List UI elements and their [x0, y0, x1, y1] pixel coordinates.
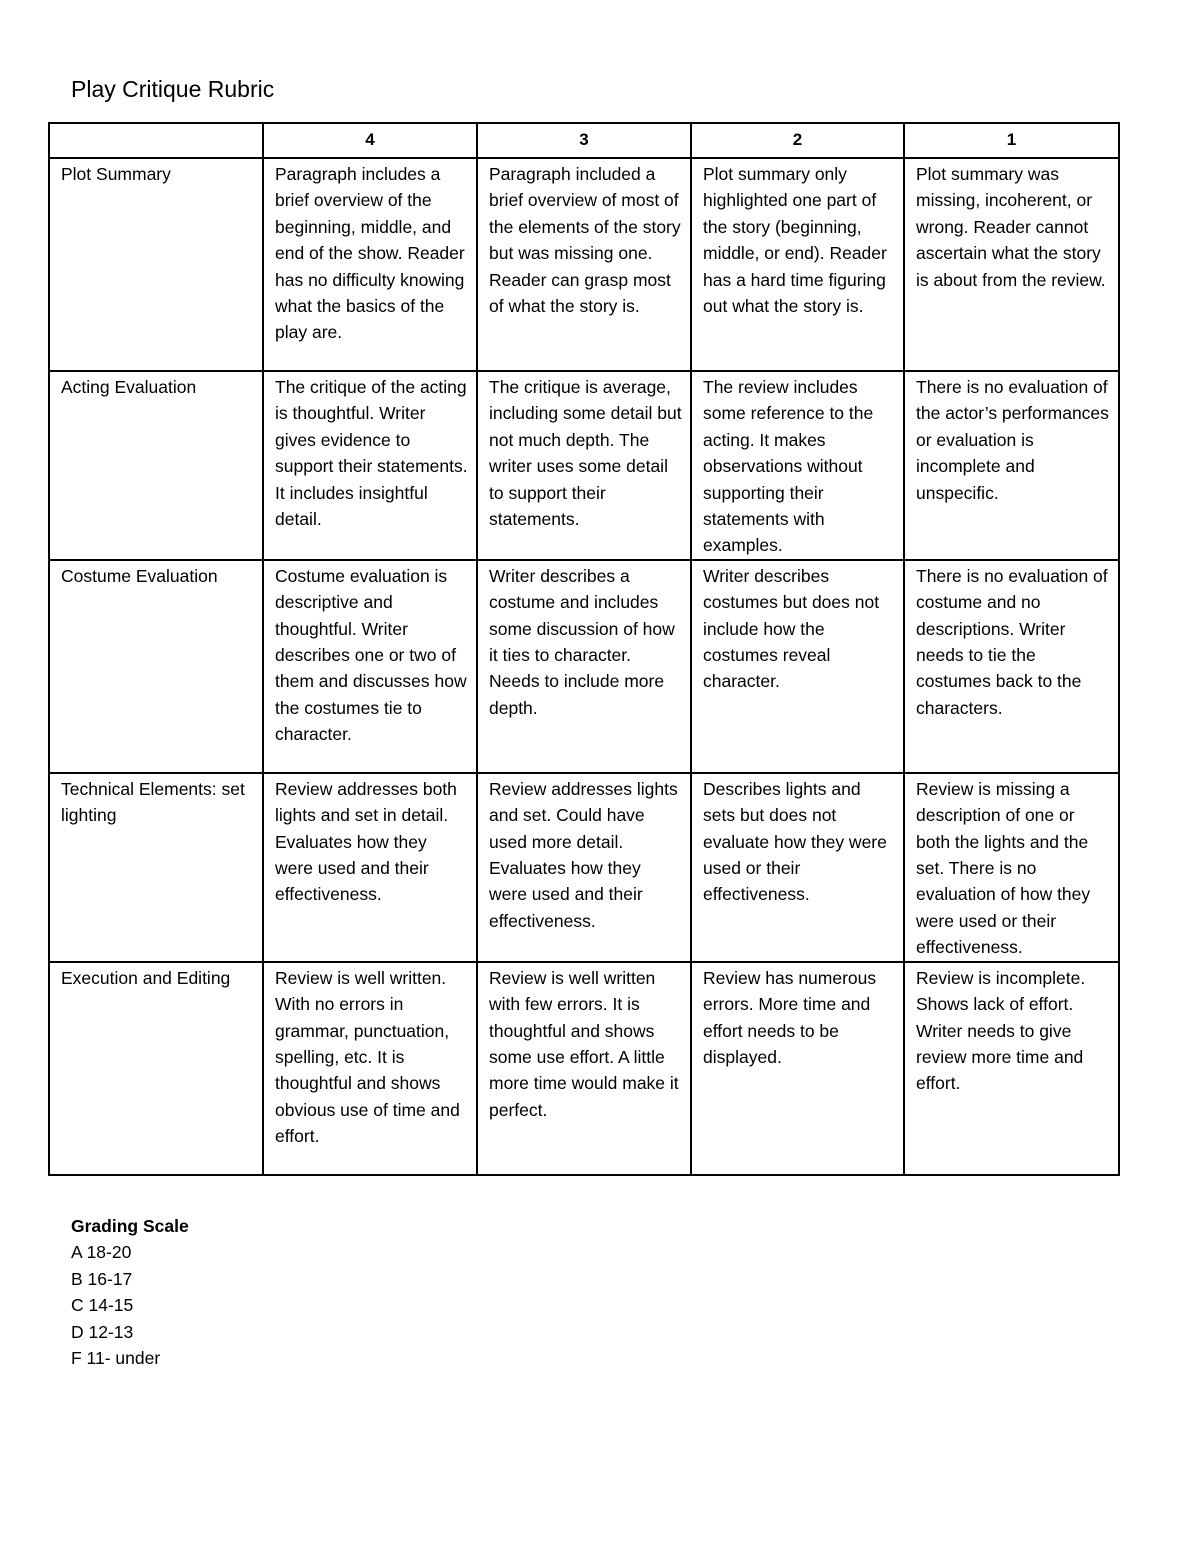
page-title: Play Critique Rubric [71, 76, 275, 102]
rubric-cell: Review is well written with few errors. It is thoughtful and shows some use effort. A little more time would make it perfect. [477, 962, 691, 1175]
rubric-cell: Describes lights and sets but does not evaluate how they were used or their effectiveness. [691, 773, 904, 962]
rubric-row-costume-evaluation [49, 560, 1119, 773]
header-score-2: 2 [691, 123, 904, 158]
header-score-1: 1 [904, 123, 1119, 158]
rubric-cell: Review is well written. With no errors in grammar, punctuation, spelling, etc. It is thoughtful and shows obvious use of time and effort. [263, 962, 477, 1175]
rubric-row-plot-summary [49, 158, 1119, 371]
criterion-label: Execution and Editing [49, 962, 263, 1175]
rubric-cell: Plot summary was missing, incoherent, or wrong. Reader cannot ascertain what the story is about from the review. [904, 158, 1119, 371]
rubric-cell: The critique of the acting is thoughtful. Writer gives evidence to support their statements. It includes insightful detail. [263, 371, 477, 560]
rubric-cell: The critique is average, including some detail but not much depth. The writer uses some detail to support their statements. [477, 371, 691, 560]
rubric-row-execution-editing [49, 962, 1119, 1175]
rubric-cell: Writer describes costumes but does not include how the costumes reveal character. [691, 560, 904, 773]
criterion-label: Costume Evaluation [49, 560, 263, 773]
rubric-row-technical-elements [49, 773, 1119, 962]
criterion-label: Technical Elements: set lighting [49, 773, 263, 962]
grading-scale [71, 1213, 189, 1371]
rubric-cell: There is no evaluation of costume and no descriptions. Writer needs to tie the costumes back to the characters. [904, 560, 1119, 773]
rubric-cell: Plot summary only highlighted one part of the story (beginning, middle, or end). Reader has a hard time figuring out what the story is. [691, 158, 904, 371]
rubric-cell: Paragraph includes a brief overview of the beginning, middle, and end of the show. Reader has no difficulty knowing what the basics of the play are. [263, 158, 477, 371]
rubric-header-row [49, 123, 1119, 158]
header-score-4: 4 [263, 123, 477, 158]
grade-b: B 16-17 [71, 1268, 133, 1289]
header-criterion [49, 123, 263, 158]
grade-c: C 14-15 [71, 1295, 134, 1316]
criterion-label: Acting Evaluation [49, 371, 263, 560]
rubric-cell: Review has numerous errors. More time and effort needs to be displayed. [691, 962, 904, 1175]
rubric-cell: There is no evaluation of the actor’s performances or evaluation is incomplete and unspecific. [904, 371, 1119, 560]
grade-f: F 11- under [71, 1348, 161, 1369]
rubric-cell: Review is incomplete. Shows lack of effort. Writer needs to give review more time and effort. [904, 962, 1119, 1175]
header-score-3: 3 [477, 123, 691, 158]
rubric-cell: Costume evaluation is descriptive and thoughtful. Writer describes one or two of them and discusses how the costumes tie to character. [263, 560, 477, 773]
rubric-table [48, 122, 1120, 1176]
grading-scale-list [71, 1239, 189, 1371]
rubric-cell: Paragraph included a brief overview of most of the elements of the story but was missing one. Reader can grasp most of what the story is. [477, 158, 691, 371]
rubric-cell: Writer describes a costume and includes some discussion of how it ties to character. Needs to include more depth. [477, 560, 691, 773]
grade-d: D 12-13 [71, 1321, 134, 1342]
grading-scale-title: Grading Scale [71, 1216, 189, 1236]
rubric-cell: Review addresses lights and set. Could have used more detail. Evaluates how they were used and their effectiveness. [477, 773, 691, 962]
rubric-cell: Review is missing a description of one or both the lights and the set. There is no evaluation of how they were used or their effectiveness. [904, 773, 1119, 962]
rubric-row-acting-evaluation [49, 371, 1119, 560]
grade-a: A 18-20 [71, 1242, 132, 1263]
rubric-cell: The review includes some reference to the acting. It makes observations without supporting their statements with examples. [691, 371, 904, 560]
criterion-label: Plot Summary [49, 158, 263, 371]
rubric-cell: Review addresses both lights and set in detail. Evaluates how they were used and their effectiveness. [263, 773, 477, 962]
